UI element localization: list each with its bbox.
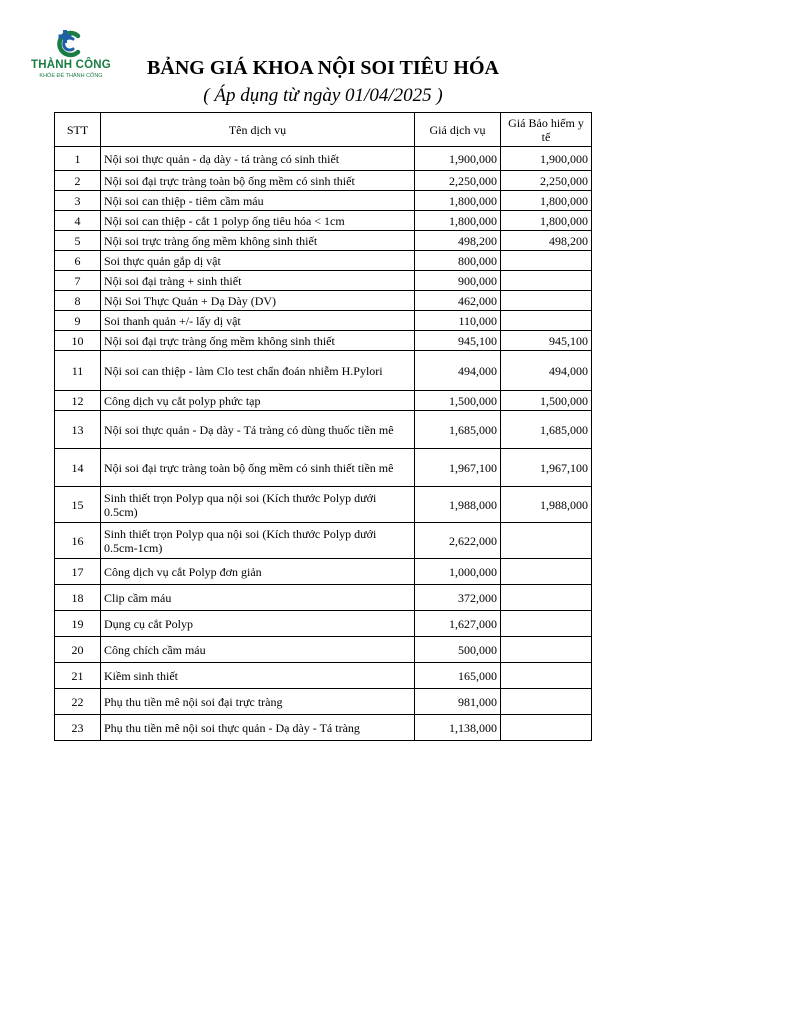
row-insurance-price	[501, 689, 592, 715]
row-service-price: 110,000	[415, 311, 501, 331]
row-insurance-price	[501, 637, 592, 663]
table-row	[55, 331, 592, 351]
row-service-name: Nội soi can thiệp - tiêm cầm máu	[101, 191, 415, 211]
row-insurance-price	[501, 523, 592, 559]
row-stt: 17	[55, 559, 101, 585]
row-stt: 11	[55, 351, 101, 391]
row-insurance-price: 1,685,000	[501, 411, 592, 449]
table-row	[55, 231, 592, 251]
row-service-price: 1,800,000	[415, 211, 501, 231]
row-service-price: 945,100	[415, 331, 501, 351]
row-service-name: Dụng cụ cắt Polyp	[101, 611, 415, 637]
logo-name: THÀNH CÔNG	[31, 59, 111, 71]
row-service-price: 900,000	[415, 271, 501, 291]
row-stt: 8	[55, 291, 101, 311]
row-service-price: 498,200	[415, 231, 501, 251]
row-service-price: 1,000,000	[415, 559, 501, 585]
table-row	[55, 585, 592, 611]
row-service-name: Công dịch vụ cắt Polyp đơn giản	[101, 559, 415, 585]
row-insurance-price	[501, 271, 592, 291]
row-insurance-price: 2,250,000	[501, 171, 592, 191]
row-service-name: Nội soi can thiệp - làm Clo test chẩn đoán nhiễm H.Pylori	[101, 351, 415, 391]
row-service-name: Soi thực quản gắp dị vật	[101, 251, 415, 271]
row-insurance-price	[501, 715, 592, 741]
row-stt: 10	[55, 331, 101, 351]
row-service-price: 1,685,000	[415, 411, 501, 449]
row-service-name: Clip cầm máu	[101, 585, 415, 611]
table-row	[55, 251, 592, 271]
row-service-name: Nội soi đại tràng + sinh thiết	[101, 271, 415, 291]
table-row	[55, 411, 592, 449]
row-stt: 7	[55, 271, 101, 291]
row-insurance-price	[501, 585, 592, 611]
table-row	[55, 611, 592, 637]
row-insurance-price: 945,100	[501, 331, 592, 351]
row-stt: 16	[55, 523, 101, 559]
row-service-name: Công chích cầm máu	[101, 637, 415, 663]
table-row	[55, 715, 592, 741]
row-insurance-price: 1,988,000	[501, 487, 592, 523]
table-row	[55, 291, 592, 311]
row-service-price: 372,000	[415, 585, 501, 611]
row-stt: 22	[55, 689, 101, 715]
row-service-price: 1,500,000	[415, 391, 501, 411]
header-service-name: Tên dịch vụ	[101, 113, 415, 147]
row-insurance-price: 1,800,000	[501, 191, 592, 211]
row-service-name: Công dịch vụ cắt polyp phức tạp	[101, 391, 415, 411]
row-service-name: Nội soi can thiệp - cắt 1 polyp ống tiêu hóa < 1cm	[101, 211, 415, 231]
header-insurance-price: Giá Bảo hiểm y tế	[501, 113, 592, 147]
row-service-name: Nội soi đại trực tràng toàn bộ ống mềm có sinh thiết tiền mê	[101, 449, 415, 487]
table-header-row	[55, 113, 592, 147]
table-row	[55, 351, 592, 391]
row-stt: 21	[55, 663, 101, 689]
row-insurance-price	[501, 663, 592, 689]
row-service-name: Nội soi thực quản - Dạ dày - Tá tràng có dùng thuốc tiền mê	[101, 411, 415, 449]
row-service-price: 462,000	[415, 291, 501, 311]
row-service-name: Nội soi thực quản - dạ dày - tá tràng có sinh thiết	[101, 147, 415, 171]
table-row	[55, 191, 592, 211]
row-stt: 9	[55, 311, 101, 331]
row-service-name: Nội soi đại trực tràng toàn bộ ống mềm có sinh thiết	[101, 171, 415, 191]
row-service-price: 494,000	[415, 351, 501, 391]
cross-c-logo-icon	[52, 28, 90, 60]
row-service-name: Nội Soi Thực Quản + Dạ Dày (DV)	[101, 291, 415, 311]
row-service-price: 1,967,100	[415, 449, 501, 487]
row-stt: 1	[55, 147, 101, 171]
row-service-price: 165,000	[415, 663, 501, 689]
row-insurance-price: 1,967,100	[501, 449, 592, 487]
row-service-price: 1,138,000	[415, 715, 501, 741]
table-row	[55, 147, 592, 171]
row-stt: 12	[55, 391, 101, 411]
row-service-price: 1,900,000	[415, 147, 501, 171]
row-service-price: 500,000	[415, 637, 501, 663]
row-service-name: Kiềm sinh thiết	[101, 663, 415, 689]
row-insurance-price	[501, 311, 592, 331]
row-stt: 13	[55, 411, 101, 449]
header-service-price: Giá dịch vụ	[415, 113, 501, 147]
header-stt: STT	[55, 113, 101, 147]
row-insurance-price	[501, 611, 592, 637]
row-insurance-price: 1,800,000	[501, 211, 592, 231]
table-row	[55, 487, 592, 523]
row-service-name: Soi thanh quản +/- lấy dị vật	[101, 311, 415, 331]
row-stt: 5	[55, 231, 101, 251]
row-stt: 19	[55, 611, 101, 637]
row-insurance-price: 494,000	[501, 351, 592, 391]
row-insurance-price: 498,200	[501, 231, 592, 251]
logo-slogan: KHỎE ĐỂ THÀNH CÔNG	[39, 73, 103, 79]
row-service-price: 800,000	[415, 251, 501, 271]
price-table	[54, 112, 592, 741]
table-row	[55, 559, 592, 585]
row-stt: 14	[55, 449, 101, 487]
row-insurance-price	[501, 291, 592, 311]
row-service-name: Sinh thiết trọn Polyp qua nội soi (Kích thước Polyp dưới 0.5cm)	[101, 487, 415, 523]
row-service-price: 2,250,000	[415, 171, 501, 191]
row-stt: 6	[55, 251, 101, 271]
table-row	[55, 311, 592, 331]
row-stt: 15	[55, 487, 101, 523]
row-stt: 18	[55, 585, 101, 611]
table-row	[55, 637, 592, 663]
row-service-name: Nội soi trực tràng ống mềm không sinh thiết	[101, 231, 415, 251]
row-stt: 23	[55, 715, 101, 741]
row-service-name: Phụ thu tiền mê nội soi đại trực tràng	[101, 689, 415, 715]
row-service-price: 981,000	[415, 689, 501, 715]
row-service-name: Phụ thu tiền mê nội soi thực quản - Dạ dày - Tá tràng	[101, 715, 415, 741]
table-row	[55, 689, 592, 715]
page-title: BẢNG GIÁ KHOA NỘI SOI TIÊU HÓA	[147, 57, 499, 79]
row-service-name: Sinh thiết trọn Polyp qua nội soi (Kích thước Polyp dưới 0.5cm-1cm)	[101, 523, 415, 559]
table-row	[55, 171, 592, 191]
page-subtitle: ( Áp dụng từ ngày 01/04/2025 )	[203, 85, 443, 106]
row-insurance-price: 1,900,000	[501, 147, 592, 171]
row-insurance-price	[501, 251, 592, 271]
table-row	[55, 391, 592, 411]
row-service-name: Nội soi đại trực tràng ống mềm không sinh thiết	[101, 331, 415, 351]
row-stt: 2	[55, 171, 101, 191]
table-row	[55, 271, 592, 291]
row-insurance-price: 1,500,000	[501, 391, 592, 411]
table-row	[55, 523, 592, 559]
table-row	[55, 211, 592, 231]
row-service-price: 2,622,000	[415, 523, 501, 559]
table-row	[55, 663, 592, 689]
row-insurance-price	[501, 559, 592, 585]
table-row	[55, 449, 592, 487]
row-service-price: 1,988,000	[415, 487, 501, 523]
row-service-price: 1,800,000	[415, 191, 501, 211]
row-service-price: 1,627,000	[415, 611, 501, 637]
row-stt: 20	[55, 637, 101, 663]
row-stt: 3	[55, 191, 101, 211]
row-stt: 4	[55, 211, 101, 231]
